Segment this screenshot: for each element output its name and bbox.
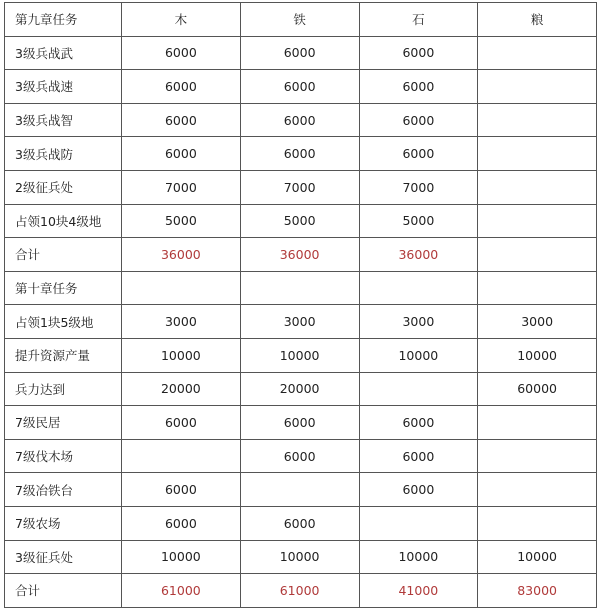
cell-wood: 6000 [122, 103, 241, 137]
row-label-cell: 2级征兵处 [5, 170, 122, 204]
cell-iron: 6000 [240, 103, 359, 137]
resource-table [4, 2, 597, 608]
cell-stone: 6000 [359, 36, 478, 70]
cell-wood: 10000 [122, 338, 241, 372]
table-row [5, 473, 597, 507]
table-row [5, 305, 597, 339]
resource-table-body [5, 3, 597, 608]
cell-stone: 7000 [359, 170, 478, 204]
cell-stone [359, 372, 478, 406]
table-row [5, 372, 597, 406]
cell-stone: 41000 [359, 574, 478, 608]
cell-wood: 3000 [122, 305, 241, 339]
cell-iron: 3000 [240, 305, 359, 339]
table-header-row [5, 3, 597, 37]
table-row [5, 439, 597, 473]
row-label-cell: 合计 [5, 238, 122, 272]
row-label-cell: 7级伐木场 [5, 439, 122, 473]
cell-grain [478, 506, 597, 540]
cell-grain [478, 36, 597, 70]
table-row [5, 406, 597, 440]
cell-stone: 3000 [359, 305, 478, 339]
cell-iron: 6000 [240, 406, 359, 440]
cell-wood: 5000 [122, 204, 241, 238]
cell-wood [122, 271, 241, 305]
cell-grain [478, 103, 597, 137]
row-label-cell: 3级兵战武 [5, 36, 122, 70]
cell-grain: 10000 [478, 540, 597, 574]
cell-stone: 5000 [359, 204, 478, 238]
total-row [5, 238, 597, 272]
cell-wood: 61000 [122, 574, 241, 608]
cell-grain: 10000 [478, 338, 597, 372]
cell-iron: 6000 [240, 439, 359, 473]
cell-stone [359, 271, 478, 305]
row-label-cell: 兵力达到 [5, 372, 122, 406]
cell-stone: 6000 [359, 70, 478, 104]
row-label-cell: 3级兵战速 [5, 70, 122, 104]
cell-stone: 6000 [359, 103, 478, 137]
table-row [5, 540, 597, 574]
cell-grain [478, 170, 597, 204]
header-cell-iron: 铁 [240, 3, 359, 37]
table-row [5, 36, 597, 70]
cell-wood [122, 439, 241, 473]
cell-wood: 6000 [122, 137, 241, 171]
cell-grain [478, 70, 597, 104]
cell-iron: 5000 [240, 204, 359, 238]
table-row [5, 204, 597, 238]
table-row [5, 103, 597, 137]
cell-grain [478, 439, 597, 473]
cell-stone: 6000 [359, 473, 478, 507]
cell-stone: 6000 [359, 137, 478, 171]
cell-grain [478, 271, 597, 305]
row-label-cell: 提升资源产量 [5, 338, 122, 372]
row-label-cell: 合计 [5, 574, 122, 608]
cell-wood: 36000 [122, 238, 241, 272]
cell-iron: 7000 [240, 170, 359, 204]
cell-grain: 83000 [478, 574, 597, 608]
row-label-cell: 占领10块4级地 [5, 204, 122, 238]
header-cell-stone: 石 [359, 3, 478, 37]
total-row [5, 574, 597, 608]
cell-wood: 7000 [122, 170, 241, 204]
cell-iron: 6000 [240, 506, 359, 540]
cell-stone: 6000 [359, 406, 478, 440]
cell-iron [240, 473, 359, 507]
cell-stone: 36000 [359, 238, 478, 272]
cell-grain [478, 406, 597, 440]
cell-grain [478, 473, 597, 507]
cell-iron: 61000 [240, 574, 359, 608]
cell-wood: 6000 [122, 70, 241, 104]
row-label-cell: 7级民居 [5, 406, 122, 440]
cell-wood: 6000 [122, 36, 241, 70]
table-row [5, 338, 597, 372]
cell-grain [478, 204, 597, 238]
row-label-cell: 3级兵战防 [5, 137, 122, 171]
row-label-cell: 3级征兵处 [5, 540, 122, 574]
cell-iron: 10000 [240, 540, 359, 574]
cell-iron: 10000 [240, 338, 359, 372]
cell-wood: 20000 [122, 372, 241, 406]
cell-iron: 36000 [240, 238, 359, 272]
cell-wood: 6000 [122, 406, 241, 440]
cell-grain [478, 137, 597, 171]
header-cell-grain: 粮 [478, 3, 597, 37]
cell-iron: 20000 [240, 372, 359, 406]
table-row [5, 506, 597, 540]
table-row [5, 137, 597, 171]
header-cell-wood: 木 [122, 3, 241, 37]
cell-wood: 10000 [122, 540, 241, 574]
cell-grain [478, 238, 597, 272]
row-label-cell: 7级农场 [5, 506, 122, 540]
cell-wood: 6000 [122, 473, 241, 507]
table-row [5, 271, 597, 305]
row-label-cell: 3级兵战智 [5, 103, 122, 137]
cell-wood: 6000 [122, 506, 241, 540]
cell-grain: 3000 [478, 305, 597, 339]
cell-iron: 6000 [240, 70, 359, 104]
table-row [5, 70, 597, 104]
cell-stone: 10000 [359, 540, 478, 574]
header-label-cell: 第九章任务 [5, 3, 122, 37]
cell-iron: 6000 [240, 36, 359, 70]
cell-grain: 60000 [478, 372, 597, 406]
row-label-cell: 7级冶铁台 [5, 473, 122, 507]
cell-iron [240, 271, 359, 305]
table-row [5, 170, 597, 204]
cell-stone [359, 506, 478, 540]
row-label-cell: 占领1块5级地 [5, 305, 122, 339]
cell-stone: 10000 [359, 338, 478, 372]
cell-stone: 6000 [359, 439, 478, 473]
row-label-cell: 第十章任务 [5, 271, 122, 305]
cell-iron: 6000 [240, 137, 359, 171]
